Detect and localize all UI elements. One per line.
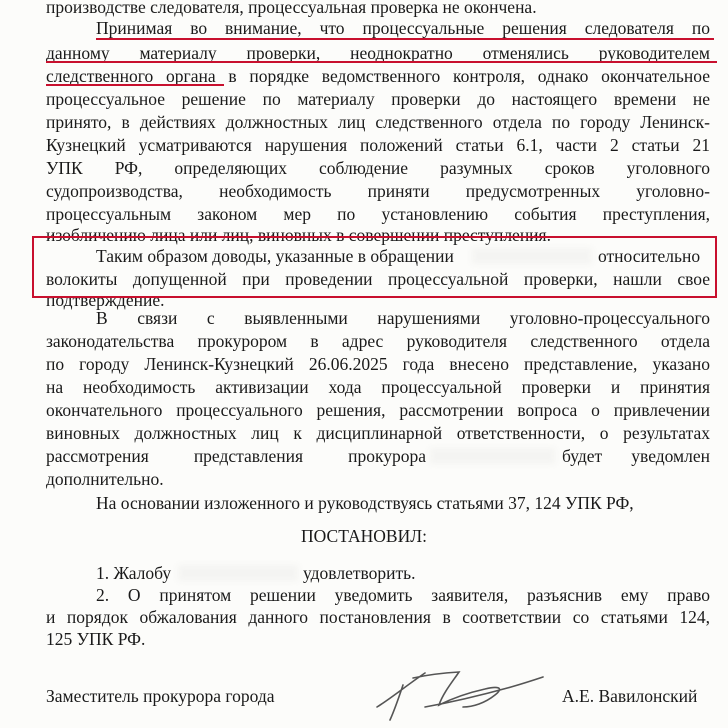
text-line: данному материалу проверки, неоднократно отменялись руководителем bbox=[46, 43, 710, 63]
text-line: следственного органа в порядке ведомственного контроля, однако окончательное bbox=[46, 66, 710, 86]
resolution-item-1: 1. Жалобу bbox=[96, 563, 172, 583]
red-underline bbox=[46, 84, 224, 86]
signature-name: А.Е. Вавилонский bbox=[562, 686, 698, 706]
text-line: виновных должностных лиц к дисциплинарной ответственности, о результатах bbox=[46, 423, 710, 443]
red-highlight-box bbox=[32, 236, 717, 298]
resolution-item-1-result: удовлетворить. bbox=[303, 563, 416, 583]
text-line: Таким образом доводы, указанные в обращении bbox=[96, 246, 454, 266]
resolution-item-2: и порядок обжалования данного постановления в соответствии со статьями 124, bbox=[46, 607, 710, 627]
text-line: судопроизводства, необходимость приняти предусмотренных уголовно- bbox=[46, 181, 710, 201]
text-line: подтверждение. bbox=[46, 290, 165, 310]
red-underline bbox=[46, 61, 717, 63]
text-line: окончательного процессуального решения, рассмотрении вопроса о привлечении bbox=[46, 400, 710, 420]
text-line: относительно bbox=[598, 246, 701, 266]
text-line: процессуальное решение по материалу проверки до настоящего времени не bbox=[46, 89, 710, 109]
text-line: В связи с выявленными нарушениями уголовно-процессуального bbox=[96, 308, 710, 328]
text-line: принято, в действиях должностных лиц следственного отдела по городу Ленинск- bbox=[46, 112, 710, 132]
text-line: производстве следователя, процессуальная проверка не окончена. bbox=[46, 0, 537, 17]
resolution-heading: ПОСТАНОВИЛ: bbox=[301, 526, 427, 546]
text-line: Кузнецкий усматриваются нарушения положений статьи 6.1, части 2 статьи 21 bbox=[46, 135, 710, 155]
text-line: законодательства прокурором в адрес руководителя следственного отдела bbox=[46, 331, 710, 351]
resolution-item-2: 125 УПК РФ. bbox=[46, 629, 146, 649]
text-line: будет уведомлен bbox=[562, 446, 710, 466]
text-line: На основании изложенного и руководствуясь статьями 37, 124 УПК РФ, bbox=[96, 493, 634, 513]
redaction-blur bbox=[430, 448, 555, 464]
signature-title: Заместитель прокурора города bbox=[46, 686, 275, 706]
text-line: изобличению лица или лиц, виновных в совершении преступления. bbox=[46, 225, 551, 245]
redaction-blur bbox=[178, 565, 298, 581]
text-line: дополнительно. bbox=[46, 469, 164, 489]
text-line: по городу Ленинск-Кузнецкий 26.06.2025 года внесено представление, указано bbox=[46, 354, 710, 374]
text-line: Принимая во внимание, что процессуальные решения следователя по bbox=[96, 18, 710, 38]
resolution-item-2: 2. О принятом решении уведомить заявителя, разъяснив ему право bbox=[96, 585, 710, 605]
text-line: на необходимость активизации хода процессуальной проверки и принятия bbox=[46, 377, 710, 397]
text-line: процессуальным законом мер по установлению события преступления, bbox=[46, 204, 710, 224]
red-underline bbox=[96, 38, 714, 40]
handwritten-signature bbox=[355, 645, 545, 728]
text-line: рассмотрения представления прокурора bbox=[46, 446, 426, 466]
text-line: волокиты допущенной при проведении процессуальной проверки, нашли свое bbox=[46, 269, 710, 289]
text-line: УПК РФ, определяющих соблюдение разумных сроков уголовного bbox=[46, 158, 710, 178]
